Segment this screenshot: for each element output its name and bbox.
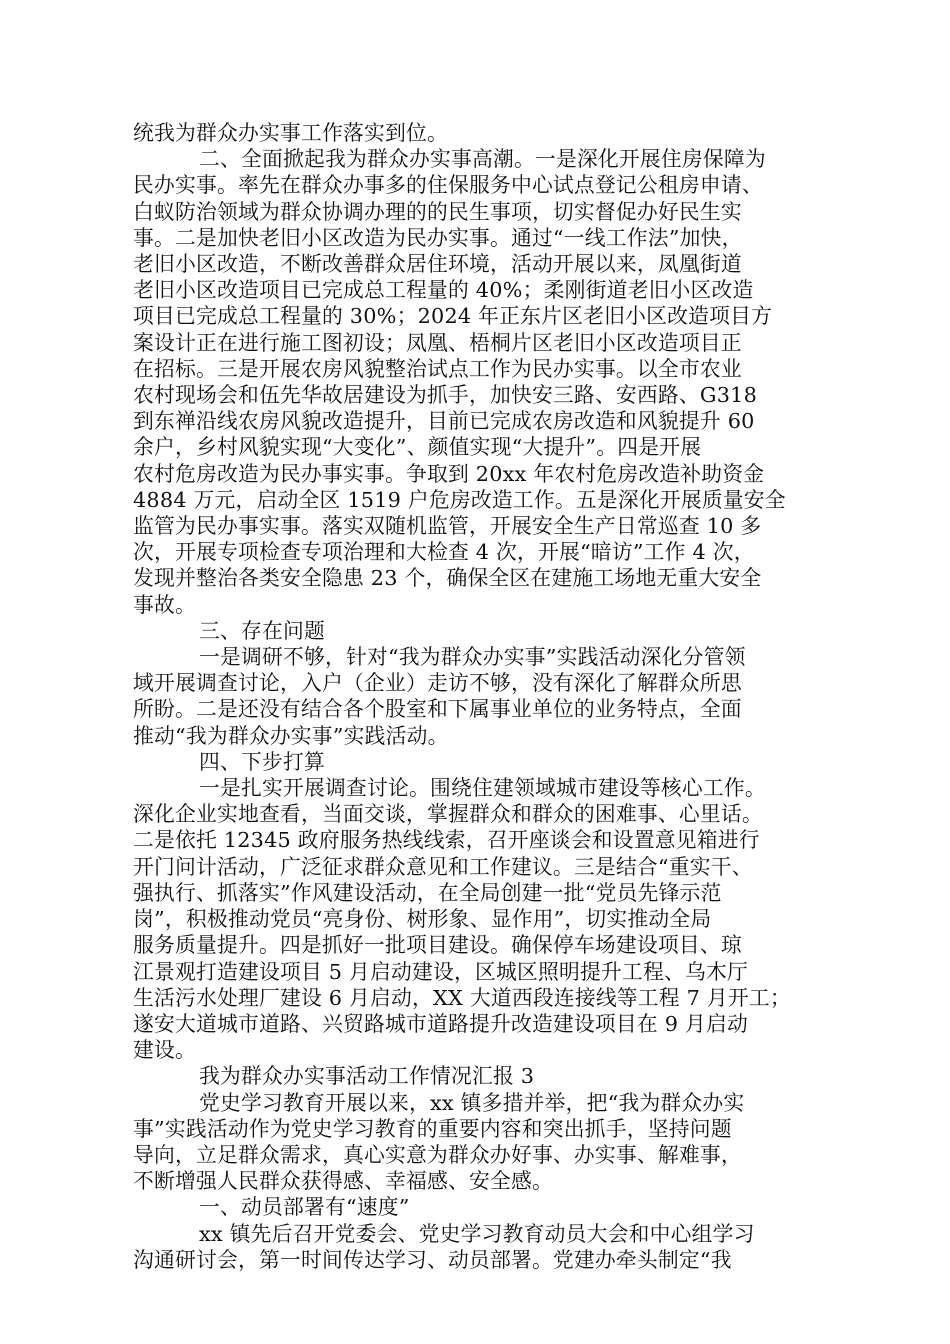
text-line: 建设。 [133,1038,196,1063]
text-line: 项目已完成总工程量的 30%；2024 年正东片区老旧小区改造项目方 [133,304,773,329]
text-line: 我为群众办实事活动工作情况汇报 3 [199,1064,535,1089]
text-line: 到东禅沿线农房风貌改造提升，目前已完成农房改造和风貌提升 60 [133,409,755,434]
text-line: 江景观打造建设项目 5 月启动建设，区城区照明提升工程、乌木厅 [133,959,748,984]
text-line: 党史学习教育开展以来，xx 镇多措并举，把“我为群众办实 [199,1090,745,1115]
text-line: 一是扎实开展调查讨论。围绕住建领域城市建设等核心工作。 [199,776,766,801]
text-line: 深化企业实地查看，当面交谈，掌握群众和群众的困难事、心里话。 [133,802,763,827]
text-line: 在招标。三是开展农房风貌整治试点工作为民办实事。以全市农业 [133,356,742,381]
text-line: 二、全面掀起我为群众办实事高潮。一是深化开展住房保障为 [199,147,766,172]
text-line: 岗”，积极推动党员“亮身份、树形象、显作用”，切实推动全局 [133,907,712,932]
text-line: 事”实践活动作为党史学习教育的重要内容和突出抓手，坚持问题 [133,1116,732,1141]
text-line: xx 镇先后召开党委会、党史学习教育动员大会和中心组学习 [199,1221,755,1246]
text-line: 生活污水处理厂建设 6 月启动，XX 大道西段连接线等工程 7 月开工； [133,985,791,1010]
text-line: 二是依托 12345 政府服务热线线索，召开座谈会和设置意见箱进行 [133,828,760,853]
text-line: 事故。 [133,592,196,617]
text-line: 案设计正在进行施工图初设；凤凰、梧桐片区老旧小区改造项目正 [133,330,742,355]
text-line: 沟通研讨会，第一时间传达学习、动员部署。党建办牵头制定“我 [133,1247,732,1272]
text-line: 域开展调查讨论，入户（企业）走访不够，没有深化了解群众所思 [133,671,742,696]
text-line: 次，开展专项检查专项治理和大检查 4 次，开展“暗访”工作 4 次， [133,540,755,565]
text-line: 开门问计活动，广泛征求群众意见和工作建议。三是结合“重实干、 [133,854,753,879]
document-body [133,120,816,1273]
text-line: 白蚁防治领域为群众协调办理的的民生事项，切实督促办好民生实 [133,199,742,224]
text-line: 监管为民办事实事。落实双随机监管，开展安全生产日常巡查 10 多 [133,514,762,539]
text-line: 遂安大道城市道路、兴贸路城市道路提升改造建设项目在 9 月启动 [133,1011,748,1036]
text-line: 农村现场会和伍先华故居建设为抓手，加快安三路、安西路、G318 [133,383,758,408]
text-line: 导向，立足群众需求，真心实意为群众办好事、办实事、解难事， [133,1142,742,1167]
text-line: 服务质量提升。四是抓好一批项目建设。确保停车场建设项目、琼 [133,933,742,958]
text-line: 四、下步打算 [199,749,325,774]
text-line: 民办实事。率先在群众办事多的住保服务中心试点登记公租房申请、 [133,173,763,198]
text-line: 老旧小区改造，不断改善群众居住环境，活动开展以来，凤凰街道 [133,252,742,277]
text-line: 推动“我为群众办实事”实践活动。 [133,723,449,748]
text-line: 强执行、抓落实”作风建设活动，在全局创建一批“党员先锋示范 [133,880,722,905]
text-line: 事。二是加快老旧小区改造为民办实事。通过“一线工作法”加快， [133,225,743,250]
text-line: 4884 万元，启动全区 1519 户危房改造工作。五是深化开展质量安全 [133,487,786,512]
text-line: 一是调研不够，针对“我为群众办实事”实践活动深化分管领 [199,645,746,670]
text-line: 发现并整治各类安全隐患 23 个，确保全区在建施工场地无重大安全 [133,566,762,591]
text-line: 所盼。二是还没有结合各个股室和下属事业单位的业务特点，全面 [133,697,742,722]
text-line: 余户，乡村风貌实现“大变化”、颜值实现“大提升”。四是开展 [133,435,702,460]
text-line: 老旧小区改造项目已完成总工程量的 40%；柔刚街道老旧小区改造 [133,278,754,303]
text-line: 不断增强人民群众获得感、幸福感、安全感。 [133,1169,553,1194]
text-line: 统我为群众办实事工作落实到位。 [133,121,448,145]
text-line: 一、动员部署有“速度” [199,1195,410,1220]
text-line: 三、存在问题 [199,618,325,643]
text-line: 农村危房改造为民办事实事。争取到 20xx 年农村危房改造补助资金 [133,461,765,486]
